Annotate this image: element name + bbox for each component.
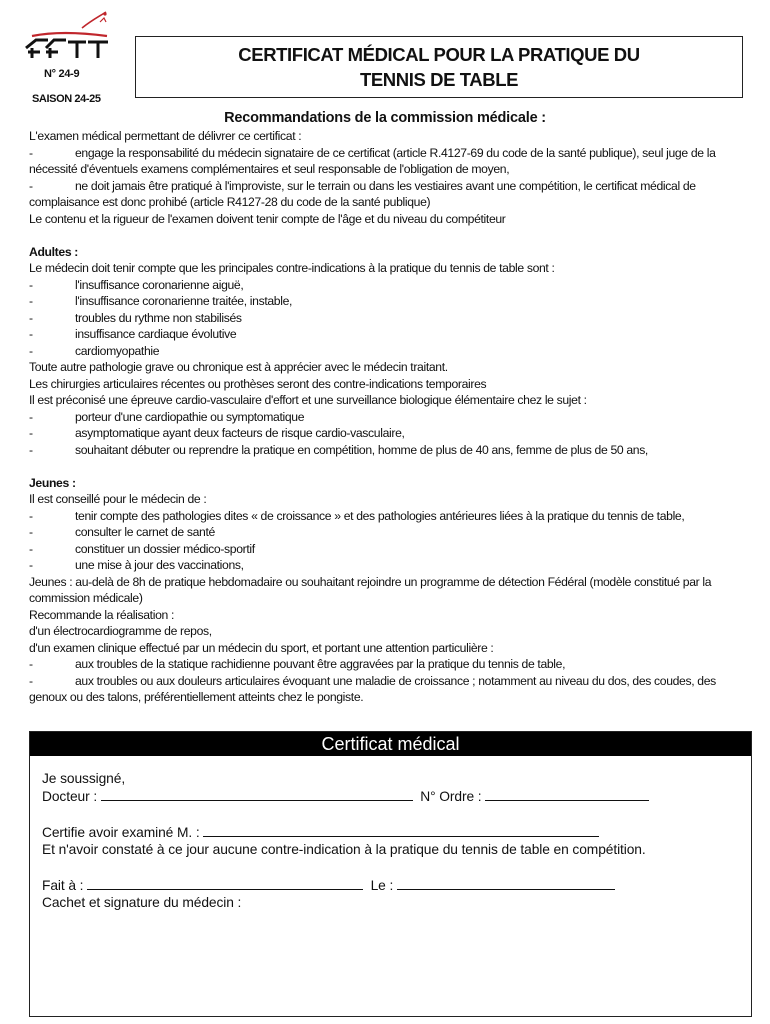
list-item: - troubles du rythme non stabilisés [29, 310, 729, 327]
adults-note-2: Les chirurgies articulaires récentes ou prothèses seront des contre-indications temporaires [29, 376, 487, 391]
place-label: Fait à : [42, 878, 84, 893]
date-label: Le : [370, 878, 394, 893]
list-item: - porteur d'une cardiopathie ou symptomatique [29, 409, 729, 426]
list-item: - consulter le carnet de santé [29, 524, 729, 541]
certify-label: Certifie avoir examiné M. : [42, 825, 200, 840]
intro-text: L'examen médical permettant de délivrer ce certificat : [29, 129, 302, 143]
intro-note: Le contenu et la rigueur de l'examen doivent tenir compte de l'âge et du niveau du compétiteur [29, 211, 506, 226]
youth-note-1: Jeunes : au-delà de 8h de pratique hebdomadaire ou souhaitant rejoindre un programme de détection Fédéral (modèle constitué par la commission médicale) [29, 574, 712, 605]
list-item: - aux troubles de la statique rachidienne pouvant être aggravées par la pratique du tennis de table, [29, 656, 729, 673]
document-title [135, 36, 743, 98]
list-item: - cardiomyopathie [29, 343, 729, 360]
title-line-1: CERTIFICAT MÉDICAL POUR LA PRATIQUE DU [238, 44, 640, 65]
undersigned-text: Je soussigné, [42, 771, 126, 786]
list-item: - tenir compte des pathologies dites « de croissance » et des pathologies antérieures liées à la pratique du tennis de table, [29, 508, 729, 525]
list-item: - aux troubles ou aux douleurs articulaires évoquant une maladie de croissance ; notamment au niveau du dos, des coudes, des genoux ou des talons, préférentiellement atteints chez le pongiste. [29, 673, 729, 706]
title-line-2: TENNIS DE TABLE [359, 69, 519, 90]
fftt-logo [22, 8, 114, 64]
certificate-title: Certificat médical [30, 732, 751, 756]
adults-note-1: Toute autre pathologie grave ou chronique est à apprécier avec le médecin traitant. [29, 360, 448, 374]
place-field[interactable] [87, 876, 363, 890]
certificate-form [29, 731, 752, 1017]
fftt-logo-icon [22, 8, 114, 64]
youth-intro: Il est conseillé pour le médecin de : [29, 492, 207, 506]
doctor-name-field[interactable] [101, 787, 413, 801]
list-item: - ne doit jamais être pratiqué à l'improviste, sur le terrain ou dans les vestiaires avant une compétition, le certificat médical de complaisance est donc prohibé (article R4127-28 du code de la santé publique) [29, 178, 729, 211]
list-item: - l'insuffisance coronarienne aiguë, [29, 277, 729, 294]
date-field[interactable] [397, 876, 615, 890]
list-item: - engage la responsabilité du médecin signataire de ce certificat (article R.4127-69 du code de la santé publique), seul juge de la nécessité d'éventuels examens complémentaires et seul responsable de l'obligation de moyen, [29, 145, 729, 178]
doctor-label: Docteur : [42, 789, 98, 804]
list-item: - une mise à jour des vaccinations, [29, 557, 729, 574]
youth-title: Jeunes : [29, 475, 76, 490]
youth-note-3: d'un électrocardiogramme de repos, [29, 624, 212, 638]
list-item: - asymptomatique ayant deux facteurs de risque cardio-vasculaire, [29, 425, 729, 442]
adults-note-3: Il est préconisé une épreuve cardio-vasculaire d'effort et une surveillance biologique élémentaire chez le sujet : [29, 393, 587, 407]
list-item: - insuffisance cardiaque évolutive [29, 326, 729, 343]
list-item: - souhaitant débuter ou reprendre la pratique en compétition, homme de plus de 40 ans, femme de plus de 50 ans, [29, 442, 729, 459]
reference-number: N° 24-9 [44, 68, 80, 80]
youth-note-4: d'un examen clinique effectué par un médecin du sport, et portant une attention particulière : [29, 640, 494, 655]
patient-name-field[interactable] [203, 823, 599, 837]
list-item: - constituer un dossier médico-sportif [29, 541, 729, 558]
adults-title: Adultes : [29, 244, 78, 259]
recommendations-content [29, 128, 729, 706]
order-number-field[interactable] [485, 787, 649, 801]
season-label: SAISON 24-25 [32, 93, 101, 105]
order-number-label: N° Ordre : [420, 789, 482, 804]
recommendations-heading: Recommandations de la commission médicale : [224, 110, 546, 126]
signature-label: Cachet et signature du médecin : [42, 895, 242, 910]
youth-note-2: Recommande la réalisation : [29, 607, 175, 622]
adults-intro: Le médecin doit tenir compte que les principales contre-indications à la pratique du tennis de table sont : [29, 261, 555, 275]
certificate-body [42, 770, 743, 911]
certificate-statement: Et n'avoir constaté à ce jour aucune contre-indication à la pratique du tennis de table en compétition. [42, 842, 646, 857]
list-item: - l'insuffisance coronarienne traitée, instable, [29, 293, 729, 310]
